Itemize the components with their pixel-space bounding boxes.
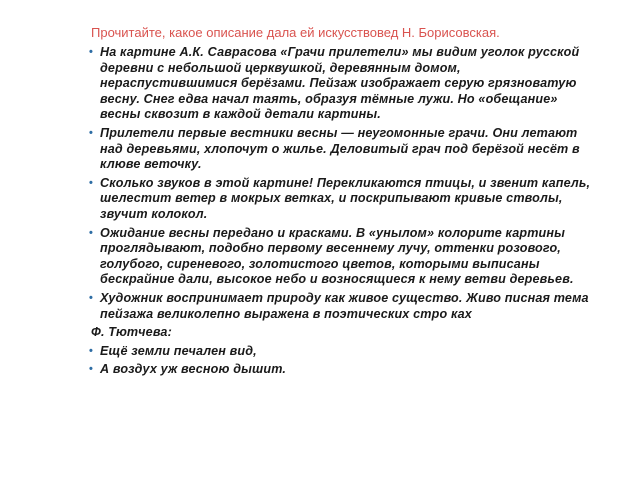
bullet-icon: •: [89, 344, 94, 357]
poem-line-2: [91, 362, 594, 378]
bullet-paragraph-2: [91, 126, 594, 173]
bullet-paragraph-1: [91, 45, 594, 123]
bullet-icon: •: [89, 291, 94, 304]
paragraph-text: Ф. Тютчева:: [91, 325, 172, 340]
paragraph-text: Художник воспринимает природу как живое существо. Живо писная тема пейзажа великолепно выражена в поэтических стро ках: [100, 290, 589, 321]
slide-heading: Прочитайте, какое описание дала ей искусствовед Н. Борисовская.: [91, 25, 500, 40]
bullet-paragraph-3: [91, 176, 594, 223]
paragraph-text: Ожидание весны передано и красками. В «унылом» колорите картины проглядывают, подобно первому весеннему лучу, оттенки розового, голубого, сиреневого, золотистого цветов, которыми выписаны бескрайние дали, высокое небо и возносящиеся к нему ветви деревьев.: [100, 225, 574, 287]
paragraph-text: Прилетели первые вестники весны — неугомонные грачи. Они летают над деревьями, хлопочут о жилье. Деловитый грач под берёзой несёт в клюве веточку.: [100, 125, 580, 172]
bullet-icon: •: [89, 46, 94, 58]
poem-line-1: [91, 344, 594, 360]
bullet-paragraph-4: [91, 226, 594, 288]
paragraph-text: Ещё земли печален вид,: [100, 343, 257, 358]
bullet-icon: •: [89, 226, 94, 239]
author-line: [91, 325, 594, 341]
paragraph-text: На картине А.К. Саврасова «Грачи прилетели» мы видим уголок русской деревни с небольшой церквушкой, деревянным домом, нераспустившимися берёзами. Пейзаж изображает серую грязноватую весну. Снег едва начал таять, образуя тёмные лужи. Но «обещание» весны сквозит в каждой детали картины.: [100, 45, 580, 122]
slide-content: [91, 45, 594, 381]
bullet-icon: •: [89, 176, 94, 189]
paragraph-text: А воздух уж весною дышит.: [100, 362, 287, 377]
bullet-paragraph-5: [91, 291, 594, 322]
paragraph-text: Сколько звуков в этой картине! Перекликаются птицы, и звенит капель, шелестит ветер в мокрых ветках, и поскрипывают кривые стволы, звучит колокол.: [100, 175, 591, 221]
bullet-icon: •: [89, 363, 94, 376]
bullet-icon: •: [89, 126, 94, 139]
